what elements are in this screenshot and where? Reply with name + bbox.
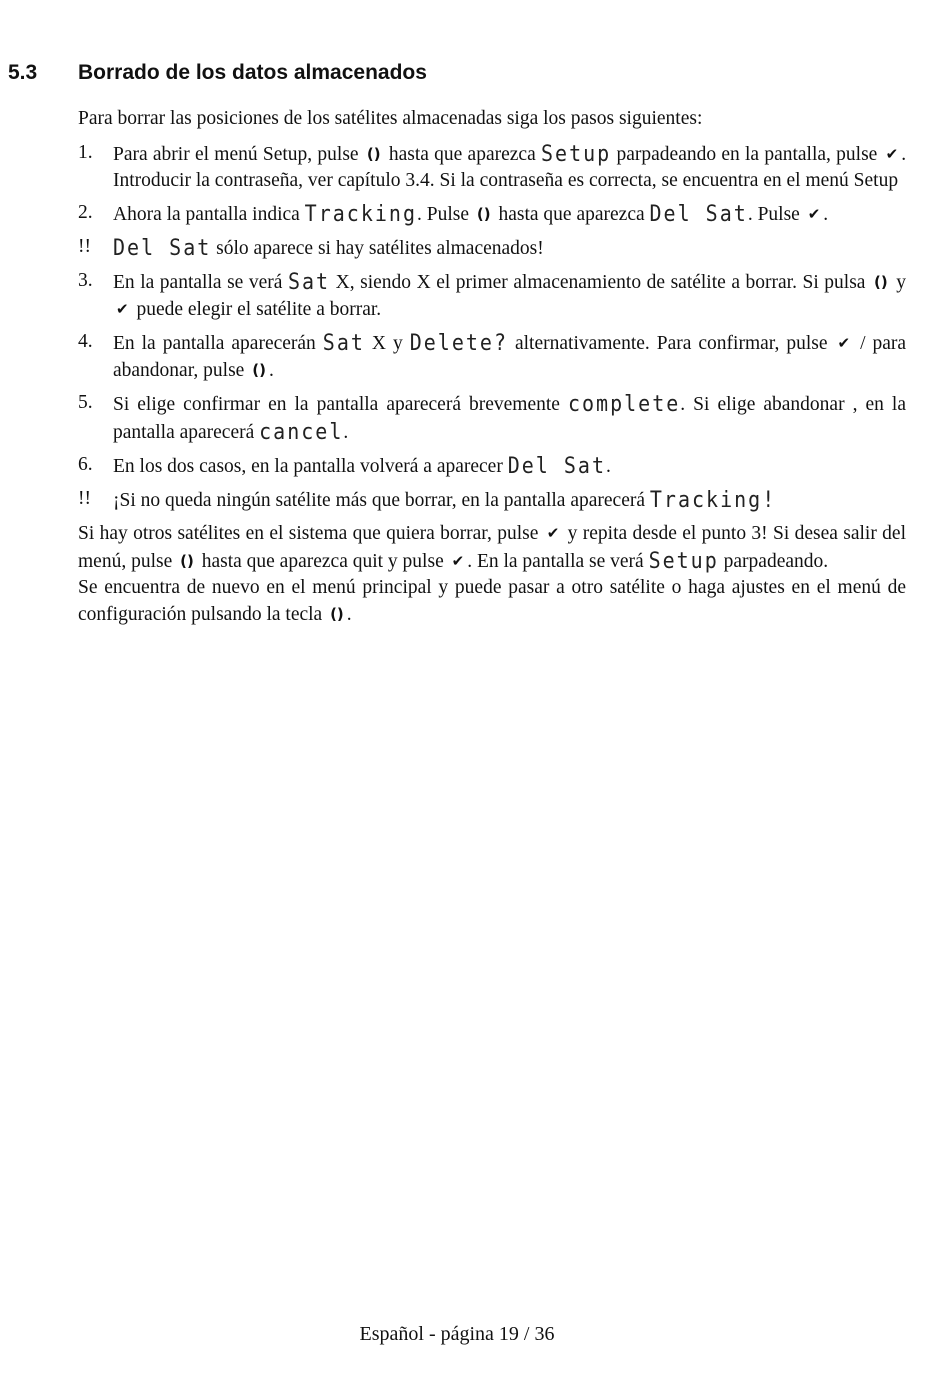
updown-key-icon: () xyxy=(476,205,491,223)
lcd-setup: Setup xyxy=(541,139,612,167)
lcd-del-sat: Del Sat xyxy=(113,233,212,261)
step-text-part: Ahora la pantalla indica xyxy=(113,204,300,225)
ok-key-icon: ✔ xyxy=(807,205,821,223)
step-text-part: En la pantalla aparecerán xyxy=(113,333,316,354)
updown-key-icon: () xyxy=(330,605,344,623)
lcd-tracking: Tracking xyxy=(649,485,763,513)
updown-key-icon: () xyxy=(180,552,194,570)
note-marker: !! xyxy=(78,236,91,257)
step-number: 5. xyxy=(78,392,93,413)
step-text-part: En la pantalla se verá xyxy=(113,272,283,293)
lcd-complete: complete xyxy=(567,389,681,417)
intro-paragraph: Para borrar las posiciones de los satélites almacenadas siga los pasos siguientes: xyxy=(78,108,703,129)
updown-key-icon: () xyxy=(874,273,888,291)
closing-text-part: . xyxy=(346,604,352,625)
lcd-del-sat: Del Sat xyxy=(507,451,607,479)
closing-paragraph-2 xyxy=(78,575,906,628)
step-text-part: parpadeando en la pantalla, pulse xyxy=(616,144,878,165)
step-text-part: X, siendo X el primer almacenamiento de satélite a borrar. Si pulsa xyxy=(335,272,866,293)
note-text-part: sólo aparece si hay satélites almacenados! xyxy=(216,238,544,259)
step-text-part: . xyxy=(268,360,274,381)
step-text-part: . Pulse xyxy=(417,204,470,225)
note-item xyxy=(78,234,906,262)
lcd-del-sat: Del Sat xyxy=(649,199,748,227)
closing-text-part: Si hay otros satélites en el sistema que quiera borrar, pulse xyxy=(78,523,539,544)
ok-key-icon: ✔ xyxy=(116,300,129,318)
step-text xyxy=(113,329,906,384)
step-text-part: hasta que aparezca xyxy=(498,204,645,225)
note-text xyxy=(113,234,906,262)
note-marker: !! xyxy=(78,488,91,509)
lcd-sat: Sat xyxy=(322,328,365,356)
closing-paragraphs xyxy=(78,520,906,628)
ok-key-icon: ✔ xyxy=(885,145,899,163)
page-footer: Español - página 19 / 36 xyxy=(359,1323,555,1345)
closing-text-part: . En la pantalla se verá xyxy=(467,551,644,572)
note-text xyxy=(113,486,906,514)
step-item xyxy=(78,329,906,384)
step-text-part: . Pulse xyxy=(747,204,800,225)
updown-key-icon: () xyxy=(252,361,266,379)
step-text xyxy=(113,452,906,480)
step-text-part: X y xyxy=(371,333,403,354)
ok-key-icon: ✔ xyxy=(546,524,560,542)
step-text-part: En los dos casos, en la pantalla volverá a aparecer xyxy=(113,456,503,477)
step-text-part: . Introducir la contraseña, ver capítulo 3.4. Si la contraseña es correcta, se encuentra en el menú Setup xyxy=(113,144,907,191)
ok-key-icon: ✔ xyxy=(837,334,851,352)
section-number: 5.3 xyxy=(8,61,38,84)
closing-text-part: y repita desde el punto 3! Si desea salir del menú, pulse xyxy=(78,523,906,572)
step-text xyxy=(113,200,906,228)
step-text-part: . xyxy=(606,456,611,477)
step-number: 6. xyxy=(78,454,93,475)
step-text-part: / para abandonar, pulse xyxy=(113,333,907,381)
lcd-cancel: cancel xyxy=(259,417,344,445)
step-item xyxy=(78,390,906,446)
step-text-part: . xyxy=(343,422,349,443)
step-text xyxy=(113,140,906,194)
closing-text-part: Se encuentra de nuevo en el menú principal y puede pasar a otro satélite o haga ajustes en el menú de configuración pulsando la tecla xyxy=(78,577,906,625)
step-item xyxy=(78,452,906,480)
step-number: 3. xyxy=(78,270,93,291)
closing-paragraph-1 xyxy=(78,520,906,575)
ok-key-icon: ✔ xyxy=(451,552,465,570)
note-item xyxy=(78,486,906,514)
step-number: 1. xyxy=(78,142,93,163)
updown-key-icon: () xyxy=(366,145,381,163)
step-item xyxy=(78,268,906,323)
lcd-setup: Setup xyxy=(648,546,719,574)
step-item xyxy=(78,200,906,228)
step-number: 4. xyxy=(78,331,93,352)
step-text-part: hasta que aparezca xyxy=(388,144,536,165)
closing-text-part: hasta que aparezca quit y pulse xyxy=(201,551,444,572)
step-text-part: Si elige confirmar en la pantalla aparecerá brevemente xyxy=(113,394,560,415)
step-number: 2. xyxy=(78,202,93,223)
step-text-part: Para abrir el menú Setup, pulse xyxy=(113,144,359,165)
lcd-delete: Delete? xyxy=(409,328,508,356)
step-text xyxy=(113,268,906,323)
lcd-exclamation: ! xyxy=(762,485,777,513)
section-title: Borrado de los datos almacenados xyxy=(78,61,427,84)
step-text xyxy=(113,390,906,446)
step-text-part: alternativamente. Para confirmar, pulse xyxy=(514,333,828,354)
step-text-part: puede elegir el satélite a borrar. xyxy=(136,299,382,320)
section-heading xyxy=(8,60,427,86)
lcd-sat: Sat xyxy=(287,267,331,295)
step-text-part: . xyxy=(823,204,829,225)
note-text-part: ¡Si no queda ningún satélite más que borrar, en la pantalla aparecerá xyxy=(113,490,645,511)
section-body xyxy=(78,106,906,628)
step-item xyxy=(78,140,906,194)
lcd-tracking: Tracking xyxy=(304,199,417,227)
closing-text-part: parpadeando. xyxy=(723,551,829,572)
step-text-part: . Si elige abandonar , en la pantalla aparecerá xyxy=(113,394,906,443)
step-text-part: y xyxy=(896,272,907,293)
